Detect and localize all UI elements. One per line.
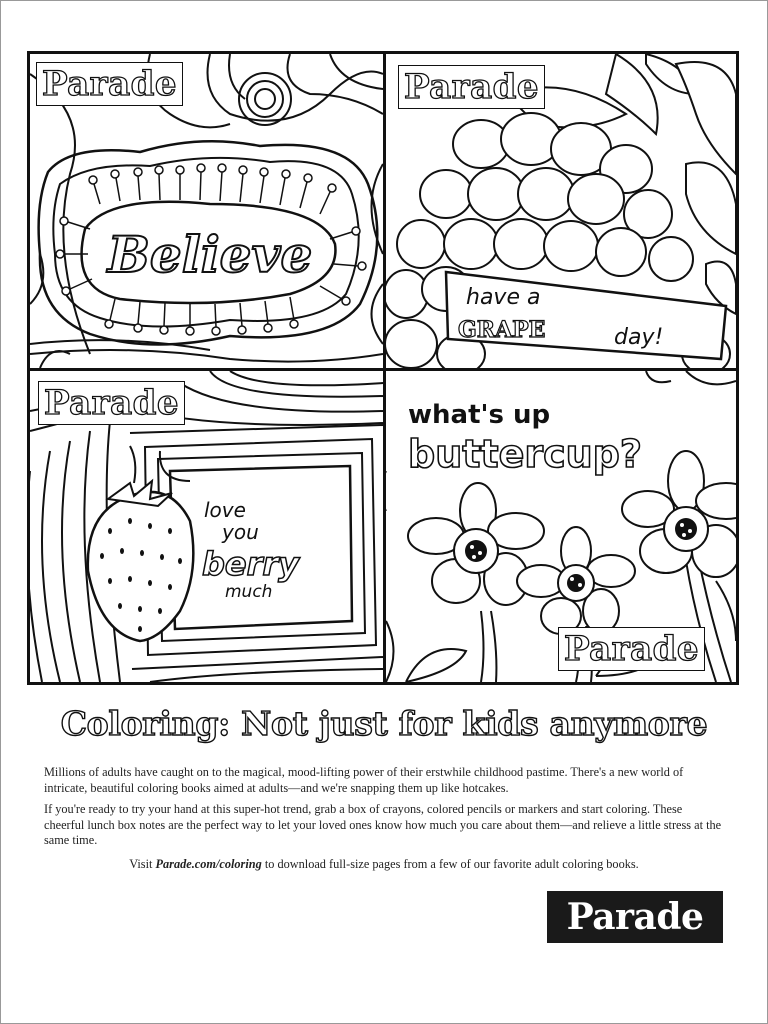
panel-berry [30, 371, 383, 682]
article-paragraph-1: Millions of adults have caught on to the magical, mood-lifting power of their erstwhile childhood pastime. There's a new world of intricate, beautiful coloring books aimed at adults—and we're snapping them up like hotcakes. [44, 765, 684, 795]
visit-suffix: to download full-size pages from a few of our favorite adult coloring books. [264, 857, 639, 871]
visit-prefix: Visit [129, 857, 153, 871]
panel-believe [30, 54, 383, 368]
buttercup-line2: buttercup? [408, 432, 642, 476]
parade-logo-believe: Parade [36, 62, 183, 106]
buttercup-line1: what's up [408, 400, 551, 430]
grape-line2-rest: day! [614, 325, 664, 350]
believe-word: Believe [107, 225, 313, 284]
visit-link[interactable]: Parade.com/coloring [155, 857, 262, 871]
visit-line [0, 857, 768, 872]
parade-logo-buttercup: Parade [558, 627, 705, 671]
parade-brand-logo: Parade [547, 891, 723, 943]
parade-logo-berry: Parade [38, 381, 185, 425]
grid-divider-horizontal [30, 368, 736, 371]
panel-grape [386, 54, 736, 368]
article-title: Coloring: Not just for kids anymore [60, 704, 708, 743]
berry-line2: you [222, 520, 259, 544]
coloring-grid [27, 51, 739, 685]
grape-line1: have a [466, 285, 541, 310]
berry-line4: much [225, 582, 273, 602]
panel-buttercup [386, 371, 736, 682]
article-paragraph-2: If you're ready to try your hand at this super-hot trend, grab a box of crayons, colored pencils or markers and start coloring. These cheerful lunch box notes are the perfect way to let your loved ones know how much you care about them—and relieve a little stress at the same time. [44, 802, 722, 847]
grape-line2-strong: GRAPE [458, 317, 546, 343]
parade-logo-grape: Parade [398, 65, 545, 109]
berry-line3: berry [202, 545, 300, 583]
berry-line1: love [204, 498, 246, 522]
